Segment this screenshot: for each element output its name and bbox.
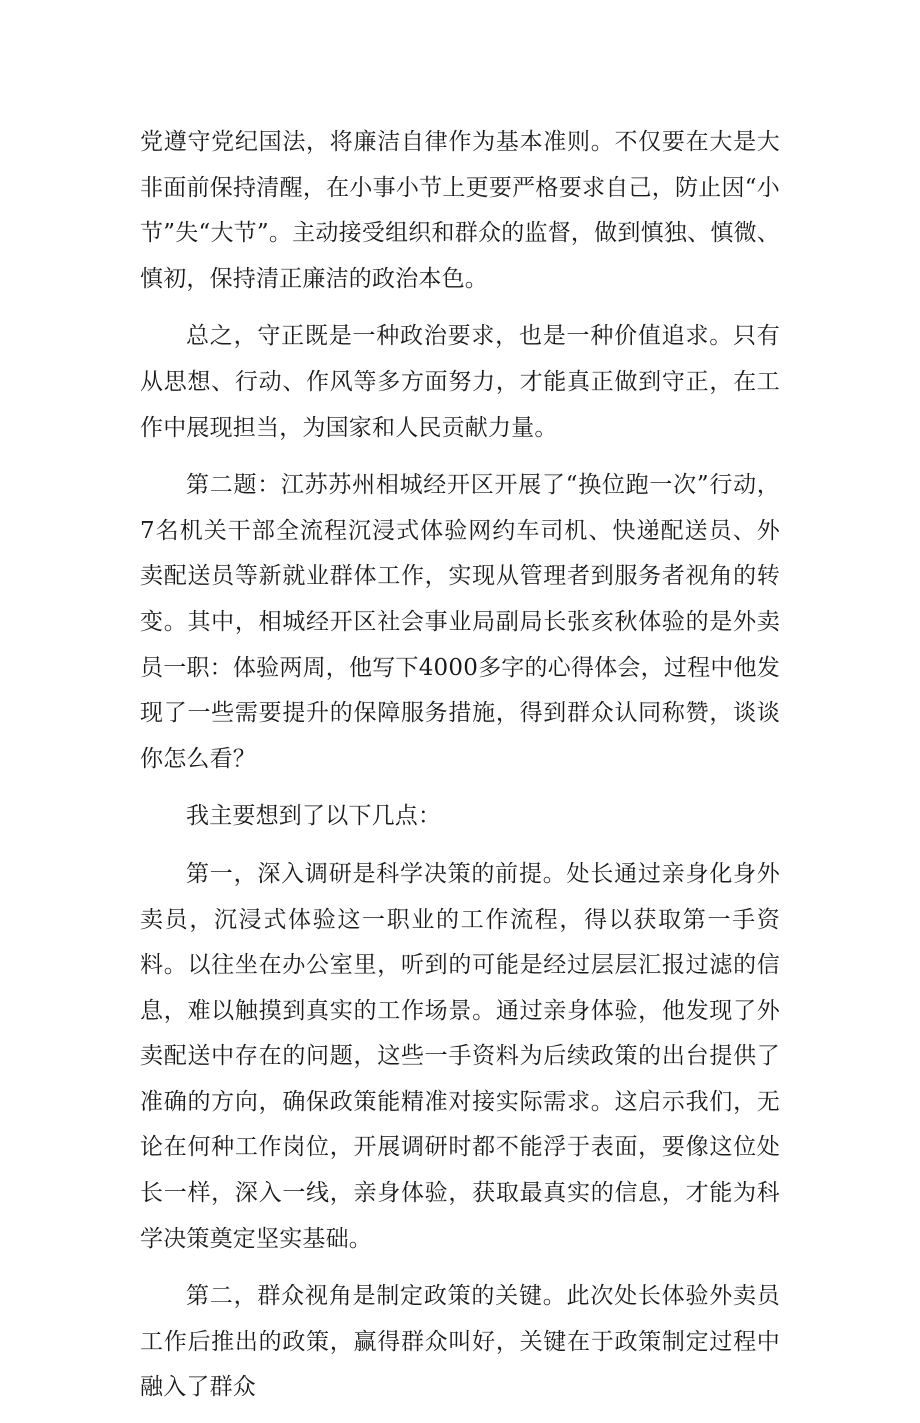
paragraph-question-two: 第二题：江苏苏州相城经开区开展了“换位跑一次”行动，7名机关干部全流程沉浸式体验网约车司机、快递配送员、外卖配送员等新就业群体工作，实现从管理者到服务者视角的转变。其中，相城经开区社会事业局副局长张亥秋体验的是外卖员一职：体验两周，他写下4000多字的心得体会，过程中他发现了一些需要提升的保障服务措施，得到群众认同称赞，谈谈你怎么看？ (140, 472, 780, 772)
paragraph-intro-points: 我主要想到了以下几点： (186, 803, 442, 830)
paragraph-point-one: 第一，深入调研是科学决策的前提。处长通过亲身化身外卖员，沉浸式体验这一职业的工作流程，得以获取第一手资料。以往坐在办公室里，听到的可能是经过层层汇报过滤的信息，难以触摸到真实的工作场景。通过亲身体验，他发现了外卖配送中存在的问题，这些一手资料为后续政策的出台提供了准确的方向，确保政策能精准对接实际需求。这启示我们，无论在何种工作岗位，开展调研时都不能浮于表面，要像这位处长一样，深入一线，亲身体验，获取最真实的信息，才能为科学决策奠定坚实基础。 (140, 860, 780, 1252)
paragraph-continuation: 党遵守党纪国法，将廉洁自律作为基本准则。不仅要在大是大非面前保持清醒，在小事小节上更要严格要求自己，防止因“小节”失“大节”。主动接受组织和群众的监督，做到慎独、慎微、慎初，保持清正廉洁的政治本色。 (140, 129, 780, 292)
paragraph-point-two: 第二，群众视角是制定政策的关键。此次处长体验外卖员工作后推出的政策，赢得群众叫好，关键在于政策制定过程中融入了群众 (140, 1283, 780, 1401)
document-body (140, 120, 780, 1423)
paragraph-summary: 总之，守正既是一种政治要求，也是一种价值追求。只有从思想、行动、作风等多方面努力，才能真正做到守正，在工作中展现担当，为国家和人民贡献力量。 (140, 323, 780, 441)
